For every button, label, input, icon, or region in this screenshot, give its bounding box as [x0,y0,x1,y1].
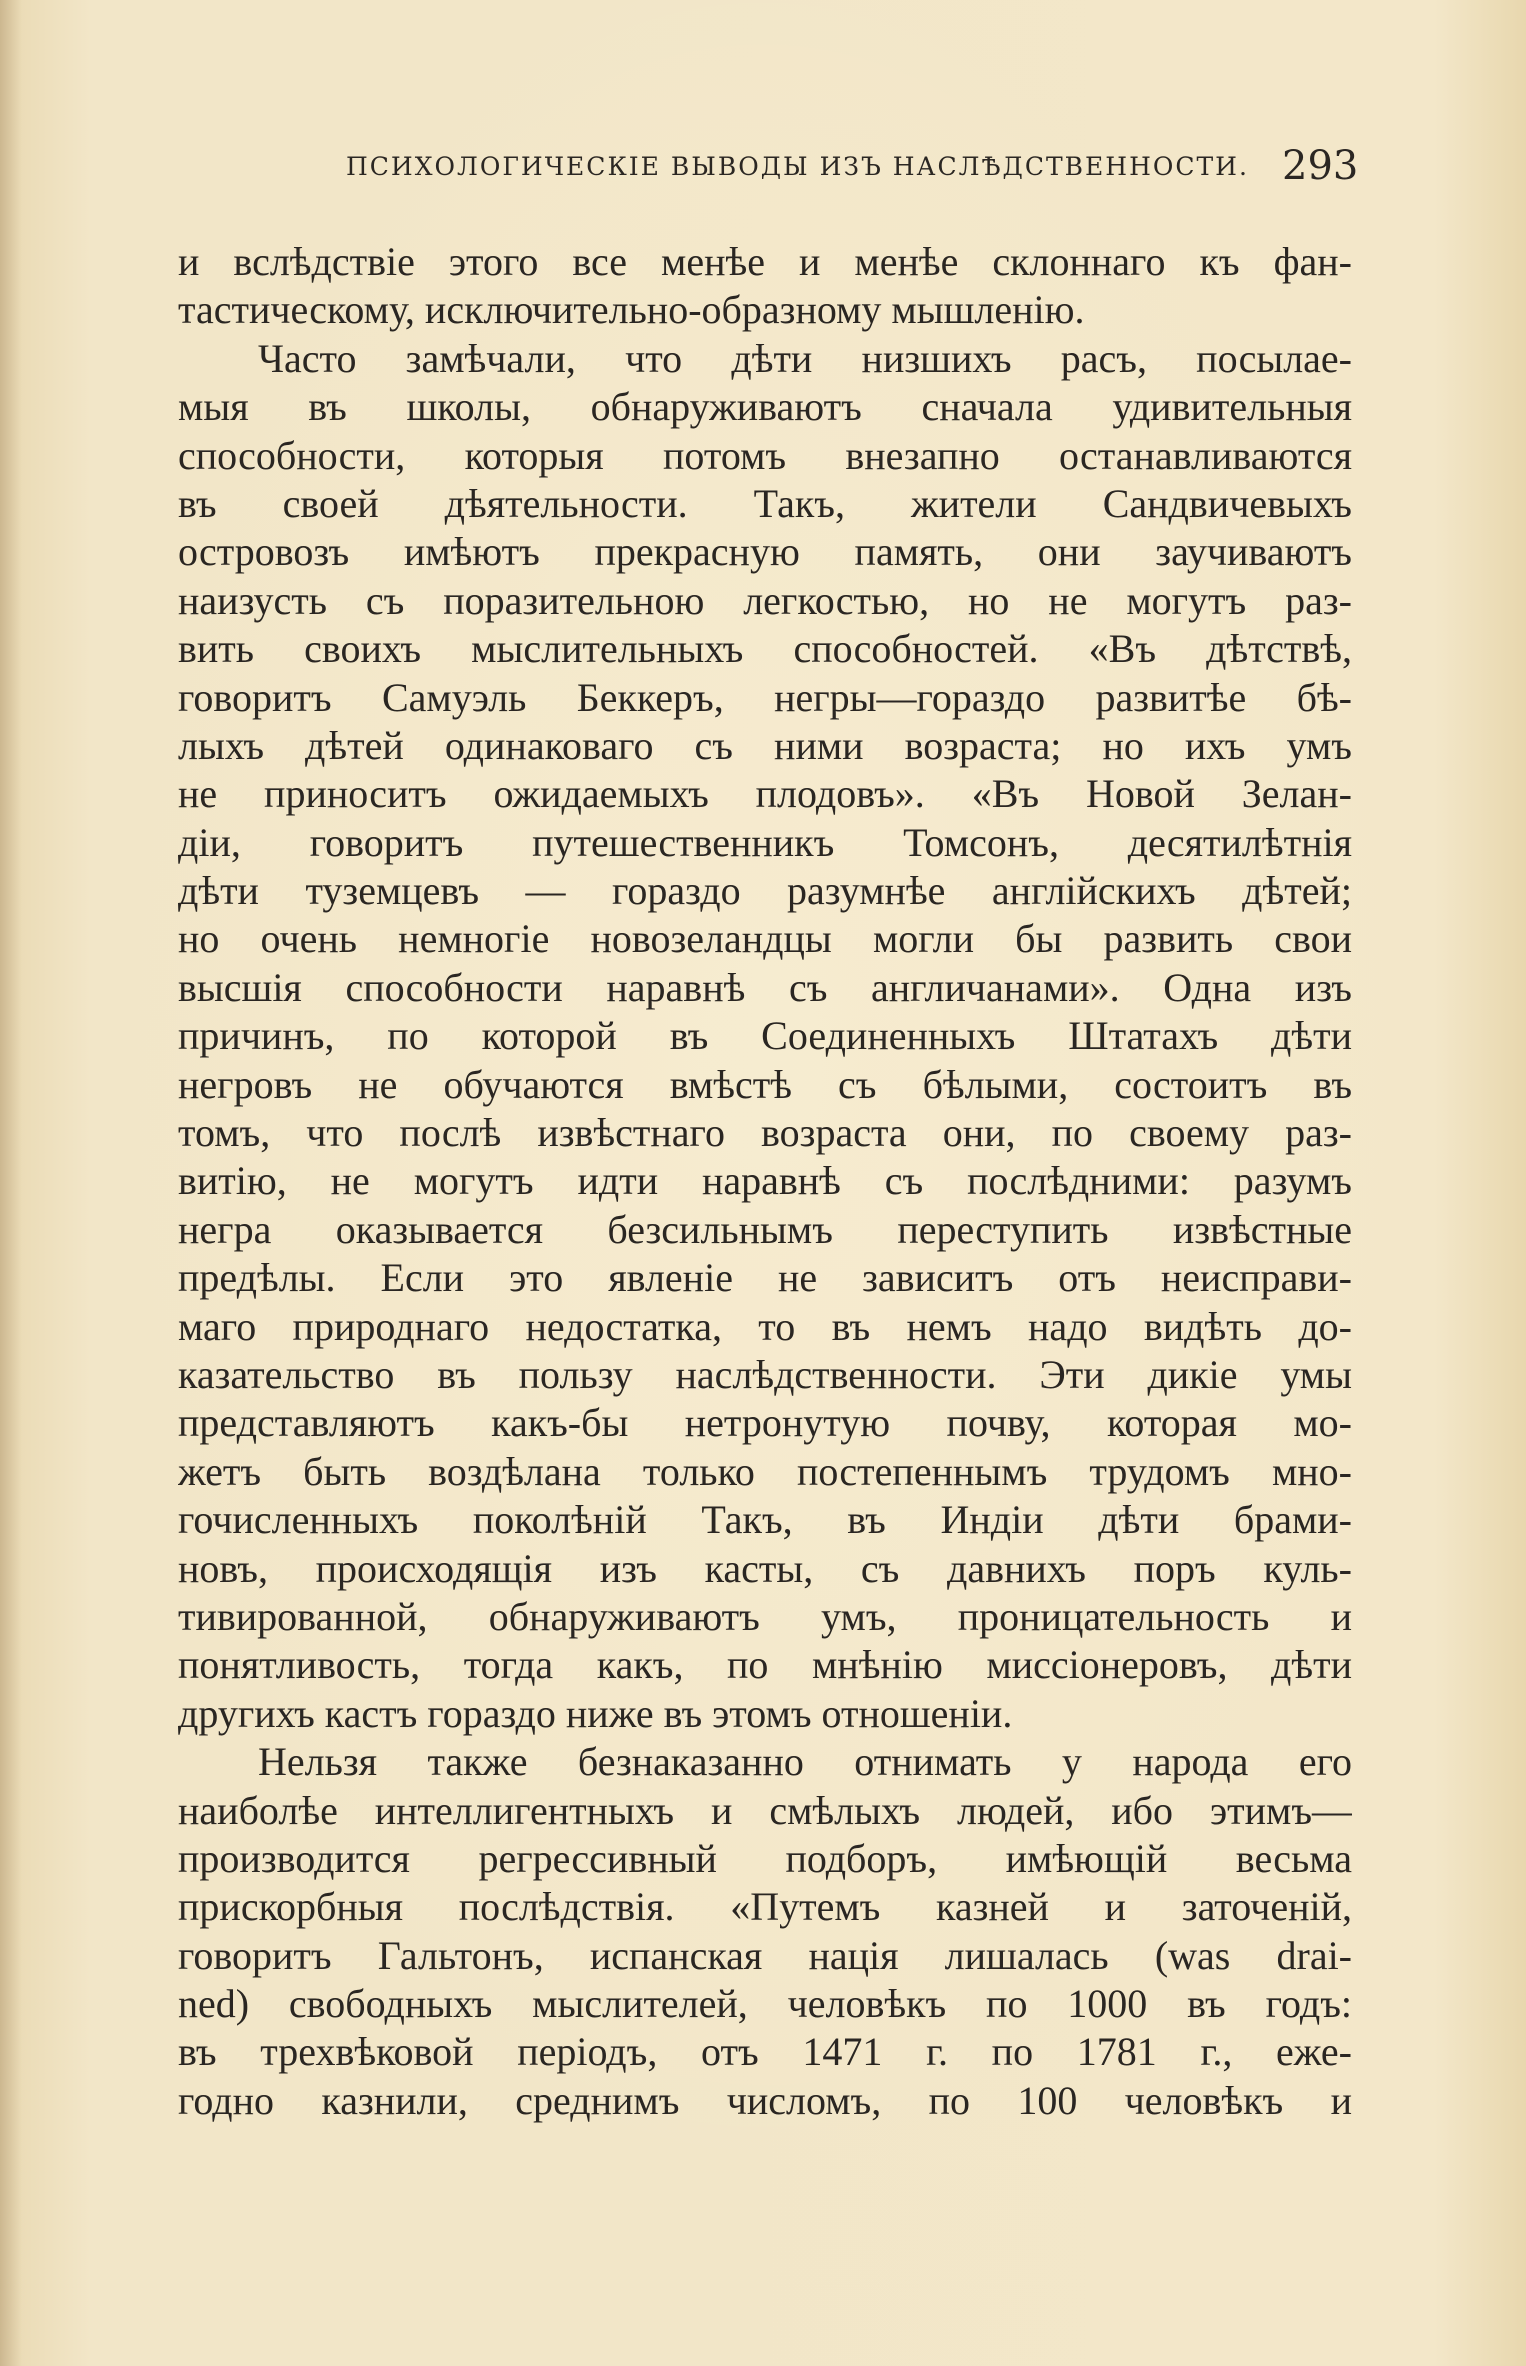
text-line: причинъ, по которой въ Соединенныхъ Штатахъ дѣти [178,1013,1352,1059]
running-head-title: ПСИХОЛОГИЧЕСКІЕ ВЫВОДЫ ИЗЪ НАСЛѢДСТВЕННОСТИ. [346,152,1249,181]
text-line: наиболѣе интеллигентныхъ и смѣлыхъ людей, ибо этимъ— [178,1787,1352,1833]
text-line: говоритъ Гальтонъ, испанская нація лишалась (was drai- [178,1932,1352,1978]
text-line: въ своей дѣятельности. Такъ, жители Сандвичевыхъ [178,480,1352,526]
text-line: витію, не могутъ идти наравнѣ съ послѣдними: разумъ [178,1158,1352,1204]
text-line: вить своихъ мыслительныхъ способностей. «Въ дѣтствѣ, [178,626,1352,672]
text-line: понятливость, тогда какъ, по мнѣнію миссіонеровъ, дѣти [178,1642,1352,1688]
text-line: негра оказывается безсильнымъ переступить извѣстные [178,1206,1352,1252]
text-line: маго природнаго недостатка, то въ немъ надо видѣть до- [178,1303,1352,1349]
text-line: наизусть съ поразительною легкостью, но не могутъ раз- [178,577,1352,623]
text-line: гочисленныхъ поколѣній Такъ, въ Индіи дѣти брами- [178,1497,1352,1543]
text-line: тивированной, обнаруживаютъ умъ, проницательность и [178,1593,1352,1639]
text-line: островозъ имѣютъ прекрасную память, они заучиваютъ [178,529,1352,575]
text-line: высшія способности наравнѣ съ англичанами». Одна изъ [178,964,1352,1010]
text-line: негровъ не обучаются вмѣстѣ съ бѣлыми, состоитъ въ [178,1061,1352,1107]
text-line: ned) свободныхъ мыслителей, человѣкъ по 1000 въ годъ: [178,1981,1352,2027]
text-line: предѣлы. Если это явленіе не зависитъ отъ неисправи- [178,1255,1352,1301]
body-text [178,238,1352,2125]
text-line: казательство въ пользу наслѣдственности. Эти дикіе умы [178,1351,1352,1397]
text-line: мыя въ школы, обнаруживаютъ сначала удивительныя [178,384,1352,430]
text-line: но очень немногіе новозеландцы могли бы развить свои [178,916,1352,962]
text-line: діи, говоритъ путешественникъ Томсонъ, десятилѣтнія [178,819,1352,865]
text-line: производится регрессивный подборъ, имѣющій весьма [178,1835,1352,1881]
text-line: не приноситъ ожидаемыхъ плодовъ». «Въ Новой Зелан- [178,771,1352,817]
text-line: годно казнили, среднимъ числомъ, по 100 человѣкъ и [178,2077,1352,2123]
text-line: и вслѣдствіе этого все менѣе и менѣе склоннаго къ фан- [178,239,1352,284]
text-line: способности, которыя потомъ внезапно останавливаются [178,432,1352,478]
paragraph-start-line: Часто замѣчали, что дѣти низшихъ расъ, посылае- [258,335,1352,381]
text-line: другихъ кастъ гораздо ниже въ этомъ отношеніи. [178,1690,1013,1736]
page-number: 293 [1282,143,1359,189]
text-line: говоритъ Самуэль Беккеръ, негры—гораздо развитѣе бѣ- [178,674,1352,720]
text-line: дѣти туземцевъ — гораздо разумнѣе англійскихъ дѣтей; [178,868,1352,914]
text-line: прискорбныя послѣдствія. «Путемъ казней и заточеній, [178,1884,1352,1930]
text-line: въ трехвѣковой періодъ, отъ 1471 г. по 1781 г., еже- [178,2029,1352,2075]
text-line: жетъ быть воздѣлана только постепеннымъ трудомъ мно- [178,1448,1352,1494]
text-line: тастическому, исключительно-образному мышленію. [178,287,1085,333]
text-line: лыхъ дѣтей одинаковаго съ ними возраста; но ихъ умъ [178,722,1352,768]
text-line: томъ, что послѣ извѣстнаго возраста они, по своему раз- [178,1110,1352,1156]
text-line: представляютъ какъ-бы нетронутую почву, которая мо- [178,1400,1352,1446]
paragraph-start-line: Нельзя также безнаказанно отнимать у народа его [258,1739,1352,1785]
page-spine-shadow [0,0,22,2366]
text-line: новъ, происходящія изъ касты, съ давнихъ поръ куль- [178,1545,1352,1591]
